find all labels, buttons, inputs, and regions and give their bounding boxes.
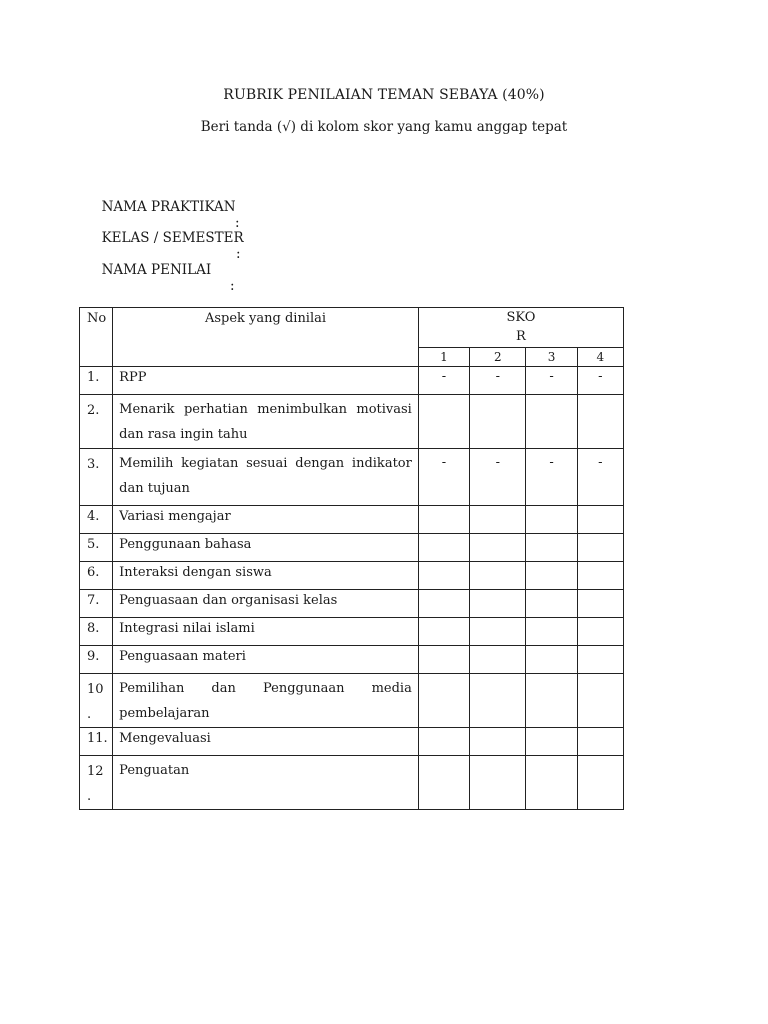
table-row — [80, 674, 624, 728]
instruction-text: Beri tanda (√) di kolom skor yang kamu anggap tepat — [200, 119, 568, 135]
row-number — [80, 674, 113, 728]
row-number: 1. — [80, 367, 113, 395]
row-aspek: Penggunaan bahasa — [113, 534, 419, 562]
row-aspek: Menarik perhatian menimbulkan motivasi dan rasa ingin tahu — [113, 395, 419, 449]
row-number: 7. — [80, 590, 113, 618]
rubric-table — [79, 307, 624, 810]
score-cell[interactable]: - — [577, 449, 623, 506]
score-cell[interactable] — [526, 618, 577, 646]
document-title: RUBRIK PENILAIAN TEMAN SEBAYA (40%) — [223, 87, 545, 103]
score-level-4: 4 — [577, 348, 623, 367]
row-number-line1: 10 — [87, 682, 104, 697]
score-cell[interactable] — [470, 562, 526, 590]
score-cell[interactable] — [526, 562, 577, 590]
score-cell[interactable] — [526, 506, 577, 534]
score-cell[interactable] — [577, 506, 623, 534]
score-cell[interactable]: - — [526, 449, 577, 506]
score-cell[interactable] — [577, 646, 623, 674]
score-cell[interactable] — [418, 506, 469, 534]
score-cell[interactable] — [577, 728, 623, 756]
score-cell[interactable] — [577, 618, 623, 646]
score-cell[interactable] — [418, 590, 469, 618]
field-colon: : — [236, 246, 241, 262]
row-number: 2. — [80, 395, 113, 449]
row-aspek: Mengevaluasi — [113, 728, 419, 756]
field-label: KELAS / SEMESTER — [101, 230, 244, 246]
score-cell[interactable] — [526, 756, 577, 810]
score-cell[interactable] — [470, 756, 526, 810]
row-number-line2: . — [87, 707, 92, 722]
score-cell[interactable] — [470, 506, 526, 534]
score-cell[interactable]: - — [577, 367, 623, 395]
table-row — [80, 618, 624, 646]
row-aspek: Penguasaan materi — [113, 646, 419, 674]
score-cell[interactable] — [418, 646, 469, 674]
field-nama-penilai — [93, 246, 235, 294]
row-number: 9. — [80, 646, 113, 674]
row-aspek: Variasi mengajar — [113, 506, 419, 534]
table-row — [80, 646, 624, 674]
row-number — [80, 756, 113, 810]
score-cell[interactable] — [526, 728, 577, 756]
row-aspek-line1 — [119, 676, 412, 701]
field-colon: : — [230, 278, 235, 294]
score-cell[interactable] — [418, 534, 469, 562]
aspek-word: Pemilihan — [119, 681, 185, 696]
table-row — [80, 367, 624, 395]
field-label: NAMA PENILAI — [101, 262, 212, 278]
score-cell[interactable] — [418, 756, 469, 810]
score-cell[interactable] — [418, 618, 469, 646]
row-number: 8. — [80, 618, 113, 646]
score-cell[interactable] — [470, 534, 526, 562]
score-cell[interactable] — [577, 756, 623, 810]
aspek-word: Penggunaan — [262, 681, 345, 696]
score-cell[interactable] — [526, 590, 577, 618]
score-cell[interactable] — [577, 590, 623, 618]
score-cell[interactable]: - — [470, 367, 526, 395]
score-cell[interactable]: - — [418, 367, 469, 395]
score-level-3: 3 — [526, 348, 577, 367]
row-aspek: RPP — [113, 367, 419, 395]
table-row — [80, 534, 624, 562]
table-row — [80, 506, 624, 534]
score-cell[interactable] — [577, 674, 623, 728]
score-level-1: 1 — [418, 348, 469, 367]
aspek-word: media — [371, 681, 412, 696]
row-aspek: Penguasaan dan organisasi kelas — [113, 590, 419, 618]
header-skor-line2: R — [516, 329, 526, 344]
table-row — [80, 590, 624, 618]
header-aspek: Aspek yang dinilai — [113, 308, 419, 367]
row-aspek: Penguatan — [113, 756, 419, 810]
score-level-2: 2 — [470, 348, 526, 367]
row-number-line2: . — [87, 789, 92, 804]
score-cell[interactable] — [418, 674, 469, 728]
row-aspek: Integrasi nilai islami — [113, 618, 419, 646]
score-cell[interactable] — [526, 646, 577, 674]
row-aspek: Interaksi dengan siswa — [113, 562, 419, 590]
table-row — [80, 728, 624, 756]
row-number-line1: 12 — [87, 764, 104, 779]
table-header-row — [80, 308, 624, 348]
header-skor — [418, 308, 623, 348]
score-cell[interactable] — [418, 562, 469, 590]
score-cell[interactable]: - — [418, 449, 469, 506]
score-cell[interactable] — [577, 534, 623, 562]
row-aspek: Memilih kegiatan sesuai dengan indikator dan tujuan — [113, 449, 419, 506]
score-cell[interactable] — [470, 728, 526, 756]
row-aspek — [113, 674, 419, 728]
table-row — [80, 395, 624, 449]
score-cell[interactable] — [577, 562, 623, 590]
row-number: 4. — [80, 506, 113, 534]
score-cell[interactable] — [470, 618, 526, 646]
score-cell[interactable] — [526, 534, 577, 562]
field-colon: : — [235, 215, 240, 231]
header-no: No — [80, 308, 113, 367]
score-cell[interactable] — [470, 646, 526, 674]
score-cell[interactable] — [470, 674, 526, 728]
field-label: NAMA PRAKTIKAN — [101, 199, 236, 215]
score-cell[interactable]: - — [526, 367, 577, 395]
score-cell[interactable] — [526, 395, 577, 449]
score-cell[interactable]: - — [470, 449, 526, 506]
row-number: 11. — [80, 728, 113, 756]
score-cell[interactable] — [526, 674, 577, 728]
row-number: 3. — [80, 449, 113, 506]
header-skor-line1: SKO — [506, 310, 536, 325]
table-row — [80, 562, 624, 590]
aspek-word: dan — [211, 681, 236, 696]
score-cell[interactable] — [418, 395, 469, 449]
score-cell[interactable] — [577, 395, 623, 449]
table-row — [80, 756, 624, 810]
score-cell[interactable] — [470, 395, 526, 449]
score-cell[interactable] — [470, 590, 526, 618]
row-aspek-line2: pembelajaran — [119, 706, 210, 721]
row-number: 6. — [80, 562, 113, 590]
table-row — [80, 449, 624, 506]
row-number: 5. — [80, 534, 113, 562]
score-cell[interactable] — [418, 728, 469, 756]
